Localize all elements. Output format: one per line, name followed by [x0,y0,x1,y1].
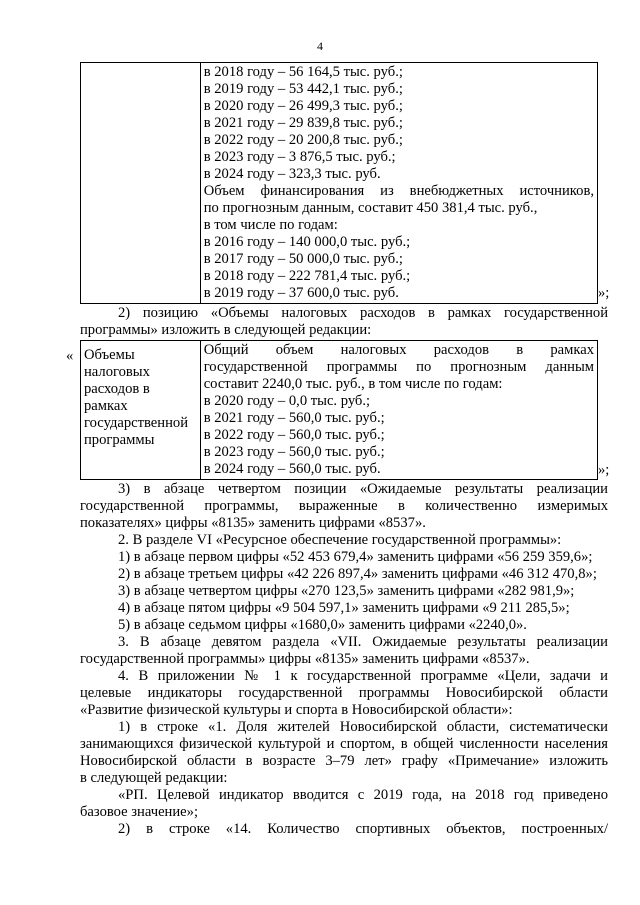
amendment-line: 3) в абзаце четвертом позиции «Ожидаемые результаты реализации [118,481,608,497]
tax-expenses-value-cell [200,341,597,480]
tax-expenses-label-line: рамках [84,398,128,414]
amendment-text [80,481,608,838]
tax-expenses-label-line: налоговых [84,364,150,380]
amendment-line: целевые индикаторы государственной программы Новосибирской области [80,685,608,701]
tax-expenses-value-line: в 2023 году – 560,0 тыс. руб.; [203,444,385,460]
paragraph-2 [80,305,608,339]
closing-quote-2: »; [598,462,610,478]
financing-table-left-cell [81,63,201,304]
paragraph-line: программы» изложить в следующей редакции: [80,322,372,338]
tax-expenses-value-line: в 2024 году – 560,0 тыс. руб. [203,461,381,477]
tax-expenses-label-cell [81,341,201,480]
amendment-line: 1) в абзаце первом цифры «52 453 679,4» заменить цифрами «56 259 359,6»; [118,549,593,565]
financing-line: Объем финансирования из внебюджетных источников, [203,183,594,199]
tax-expenses-label-line: программы [84,432,155,448]
financing-line: в 2024 году – 323,3 тыс. руб. [203,166,381,182]
amendment-line: Новосибирской области в возрасте 3–79 лет» графу «Примечание» изложить [80,753,608,769]
financing-line: в 2019 году – 37 600,0 тыс. руб. [203,285,399,301]
amendment-line: показателях» цифры «8135» заменить цифрами «8537». [80,515,426,531]
amendment-line: «РП. Целевой индикатор вводится с 2019 года, на 2018 год приведено [118,787,608,803]
amendment-line: 5) в абзаце седьмом цифры «1680,0» заменить цифрами «2240,0». [118,617,527,633]
amendment-line: 2) в абзаце третьем цифры «42 226 897,4» заменить цифрами «46 312 470,8»; [118,566,597,582]
amendment-line: 4) в абзаце пятом цифры «9 504 597,1» заменить цифрами «9 211 285,5»; [118,600,570,616]
page-number: 4 [317,39,323,53]
tax-expenses-label-line: государственной [84,415,189,431]
tax-expenses-value-line: в 2021 году – 560,0 тыс. руб.; [203,410,385,426]
tax-expenses-label-line: расходов в [84,381,150,397]
financing-line: в 2022 году – 20 200,8 тыс. руб.; [203,132,403,148]
financing-line: в 2020 году – 26 499,3 тыс. руб.; [203,98,403,114]
amendment-line: 2) в строке «14. Количество спортивных объектов, построенных/ [118,821,608,837]
amendment-line: занимающихся физической культурой и спортом, в общей численности населения [80,736,608,752]
tax-expenses-value-line: в 2022 году – 560,0 тыс. руб.; [203,427,385,443]
amendment-line: 1) в строке «1. Доля жителей Новосибирской области, систематически [118,719,608,735]
financing-line: в 2016 году – 140 000,0 тыс. руб.; [203,234,411,250]
tax-expenses-value-line: в 2020 году – 0,0 тыс. руб.; [203,393,371,409]
amendment-line: в следующей редакции: [80,770,228,786]
amendment-line: 2. В разделе VI «Ресурсное обеспечение государственной программы»: [118,532,562,548]
tax-expenses-value-line: составит 2240,0 тыс. руб., в том числе по годам: [203,376,503,392]
paragraph-line: 2) позицию «Объемы налоговых расходов в рамках государственной [118,305,608,321]
financing-line: в том числе по годам: [203,217,338,233]
tax-expenses-table [80,340,598,480]
amendment-line: 3) в абзаце четвертом цифры «270 123,5» заменить цифрами «282 981,9»; [118,583,575,599]
closing-quote-1: »; [598,285,610,301]
amendment-line: базовое значение»; [80,804,199,820]
financing-line: по прогнозным данным, составит 450 381,4 тыс. руб., [203,200,538,216]
financing-line: в 2023 году – 3 876,5 тыс. руб.; [203,149,396,165]
amendment-line: государственной программы, выраженные в количественно измеримых [80,498,608,514]
financing-line: в 2019 году – 53 442,1 тыс. руб.; [203,81,403,97]
amendment-line: государственной программы» цифры «8135» заменить цифрами «8537». [80,651,530,667]
amendment-line: 3. В абзаце девятом раздела «VII. Ожидаемые результаты реализации [118,634,608,650]
financing-line: в 2021 году – 29 839,8 тыс. руб.; [203,115,403,131]
financing-table-right-cell [200,63,597,304]
tax-expenses-value-line: государственной программы по прогнозным данным [203,359,594,375]
financing-table [80,62,598,304]
financing-line: в 2018 году – 56 164,5 тыс. руб.; [203,64,403,80]
tax-expenses-label-line: Объемы [84,347,135,363]
financing-line: в 2018 году – 222 781,4 тыс. руб.; [203,268,411,284]
financing-line: в 2017 году – 50 000,0 тыс. руб.; [203,251,403,267]
opening-quote: « [66,348,74,364]
tax-expenses-value-line: Общий объем налоговых расходов в рамках [203,342,594,358]
amendment-line: 4. В приложении № 1 к государственной программе «Цели, задачи и [118,668,608,684]
amendment-line: «Развитие физической культуры и спорта в Новосибирской области»: [80,702,513,718]
